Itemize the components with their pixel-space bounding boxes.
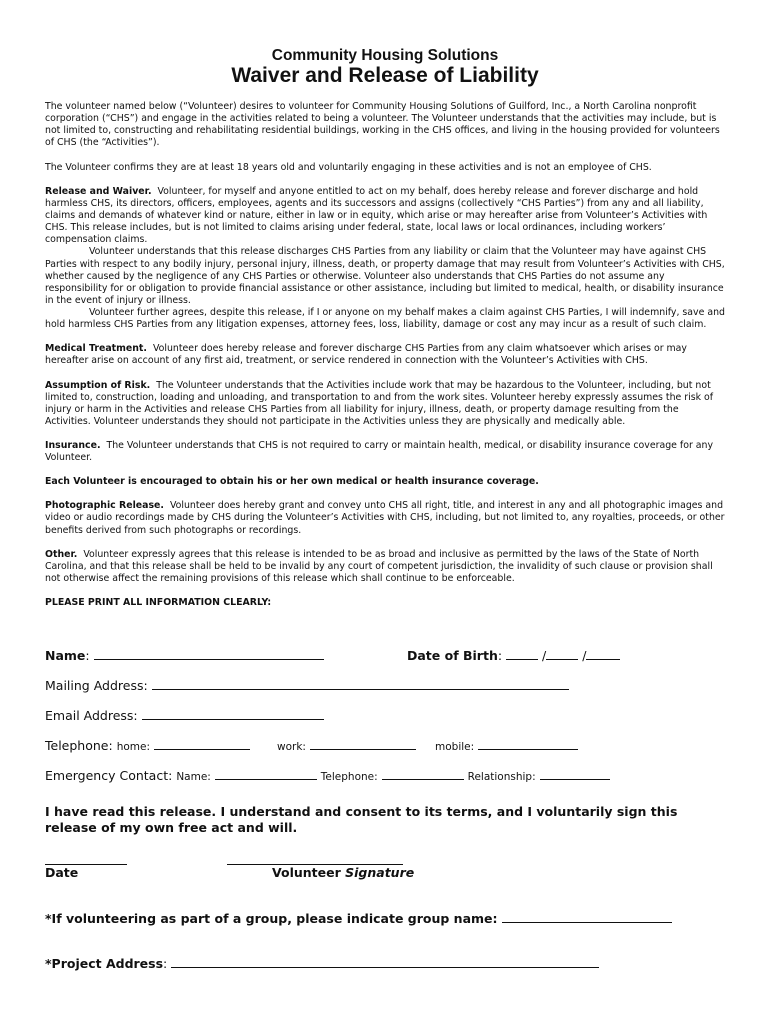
home-phone-field[interactable] xyxy=(154,737,250,750)
print-notice: PLEASE PRINT ALL INFORMATION CLEARLY: xyxy=(45,597,272,609)
mobile-label: mobile: xyxy=(435,741,475,753)
dob-label: Date of Birth xyxy=(407,648,498,663)
signature-label-signature: Signature xyxy=(345,865,415,880)
email-label: Email Address: xyxy=(45,708,138,723)
email-row xyxy=(45,707,324,723)
signature-label-volunteer: Volunteer xyxy=(272,865,341,880)
telephone-row xyxy=(45,737,250,753)
telephone-label: Telephone: xyxy=(45,738,113,753)
insurance-notice: Each Volunteer is encouraged to obtain his or her own medical or health insurance coverage. xyxy=(45,476,539,488)
ec-phone-label: Telephone: xyxy=(320,771,378,783)
intro-paragraph: The volunteer named below (“Volunteer) desires to volunteer for Community Housing Solutions of Guilford, Inc., a North Carolina nonprofit corporation (“CHS”) and engage in the activities related to being a volunteer. The Volunteer understands that the activities may include, but is not limited to, constructing and rehabilitating residential buildings, working in the CHS offices, and living in the housing provided for volunteers of CHS (the “Activities”). xyxy=(45,101,720,149)
insurance-section xyxy=(45,440,727,464)
other-heading: Other. xyxy=(45,548,78,560)
photo-heading: Photographic Release. xyxy=(45,500,164,512)
mailing-address-field[interactable] xyxy=(152,677,569,690)
photo-text: Volunteer does hereby grant and convey unto CHS all right, title, and interest in any and all photographic images and video or audio recordings made by CHS during the Volunteer’s Activities with CHS, including, but not limited to, any royalties, proceeds, or other benefits derived from such photographs or recordings. xyxy=(45,500,725,536)
home-label: home: xyxy=(116,741,150,753)
organization-name: Community Housing Solutions xyxy=(271,47,499,64)
dob-year-field[interactable] xyxy=(586,647,620,660)
insurance-text: The Volunteer understands that CHS is not required to carry or maintain health, medical, or disability insurance coverage for any Volunteer. xyxy=(45,440,714,464)
waiver-body xyxy=(45,101,727,621)
release-waiver-section xyxy=(45,186,727,332)
ec-name-label: Name: xyxy=(176,771,211,783)
medical-section xyxy=(45,343,727,367)
group-row xyxy=(45,910,672,926)
work-phone-field[interactable] xyxy=(310,737,416,750)
signature-label xyxy=(272,865,414,880)
insurance-heading: Insurance. xyxy=(45,440,101,452)
email-field[interactable] xyxy=(142,707,324,720)
release-text: Volunteer, for myself and anyone entitled to act on my behalf, does hereby release and forever discharge and hold harmless CHS, its directors, officers, employees, agents and its successors and assigns (collectively “CHS Parties”) from any and all liability, claims and demands of whatever kind or nature, either in law or in equity, which arise or may hereafter arise from Volunteer’s Activities with CHS. This release includes, but is not limited to claims arising under federal, state, local laws or local ordinances, including workers’ compensation claims. xyxy=(45,185,708,246)
age-confirmation-paragraph: The Volunteer confirms they are at least 18 years old and voluntarily engaging in these activities and is not an employee of CHS. xyxy=(45,161,652,173)
ec-phone-field[interactable] xyxy=(382,767,464,780)
release-heading: Release and Waiver. xyxy=(45,185,152,197)
release-text-3: Volunteer further agrees, despite this release, if I or anyone on my behalf makes a claim against CHS Parties, I will indemnify, save and hold harmless CHS Parties from any litigation expenses, attorney fees, loss, liability, damage or cost any may incur as a result of such claim. xyxy=(45,307,725,331)
project-address-field[interactable] xyxy=(171,955,599,968)
dob-day-field[interactable] xyxy=(546,647,578,660)
name-label: Name xyxy=(45,648,86,663)
dob-separator: / xyxy=(582,648,587,663)
consent-statement: I have read this release. I understand and consent to its terms, and I voluntarily sign this release of my own free act and will. xyxy=(45,804,678,835)
emergency-label: Emergency Contact: xyxy=(45,768,173,783)
group-name-field[interactable] xyxy=(502,910,672,923)
work-label: work: xyxy=(277,741,306,753)
release-text-2: Volunteer understands that this release discharges CHS Parties from any liability or claim that the Volunteer may have against CHS Parties with respect to any bodily injury, personal injury, illness, death, or property damage that may result from Volunteer’s Activities with CHS, whether caused by the negligence of any CHS Parties or otherwise. Volunteer also understands that CHS Parties do not assume any responsibility for or obligation to provide financial assistance or other assistance, including but limited to medical, health, or disability insurance in the event of injury or illness. xyxy=(45,246,725,306)
dob-row: Date of Birth: / / xyxy=(407,647,620,663)
name-row: Name: xyxy=(45,647,324,663)
medical-heading: Medical Treatment. xyxy=(45,343,147,355)
work-phone-group xyxy=(277,737,416,753)
risk-section xyxy=(45,380,727,429)
mailing-label: Mailing Address: xyxy=(45,678,148,693)
project-row: *Project Address: xyxy=(45,955,599,971)
ec-name-field[interactable] xyxy=(215,767,317,780)
ec-relationship-field[interactable] xyxy=(540,767,610,780)
dob-month-field[interactable] xyxy=(506,647,538,660)
date-label: Date xyxy=(45,865,79,880)
mobile-phone-field[interactable] xyxy=(478,737,578,750)
risk-heading: Assumption of Risk. xyxy=(45,379,151,391)
ec-relationship-label: Relationship: xyxy=(467,771,536,783)
mailing-row xyxy=(45,677,569,693)
dob-separator: / xyxy=(542,648,547,663)
other-section xyxy=(45,549,727,585)
medical-text: Volunteer does hereby release and forever discharge CHS Parties from any claim whatsoever which arises or may hereafter arise on account of any first aid, treatment, or service rendered in connection with the Volunteer’s Activities with CHS. xyxy=(45,343,687,367)
emergency-row xyxy=(45,767,610,783)
name-field[interactable] xyxy=(94,647,324,660)
project-label: *Project Address xyxy=(45,956,164,971)
other-text: Volunteer expressly agrees that this release is intended to be as broad and inclusive as permitted by the laws of the State of North Carolina, and that this release shall be held to be invalid by any court of competent jurisdiction, the invalidity of such clause or provision shall not otherwise affect the remaining provisions of this release which shall continue to be enforceable. xyxy=(45,548,713,584)
risk-text: The Volunteer understands that the Activities include work that may be hazardous to the Volunteer, including, but not limited to, construction, loading and unloading, and transportation to and from the work sites. Volunteer hereby expressly assumes the risk of injury or harm in the Activities and release CHS Parties from all liability for injury, illness, death, or property damage resulting from the Activities. Volunteer understands they should not participate in the Activities unless they are physically and medically able. xyxy=(45,379,714,427)
photo-section xyxy=(45,500,727,536)
document-title: Waiver and Release of Liability xyxy=(231,64,539,87)
group-label: *If volunteering as part of a group, please indicate group name: xyxy=(45,911,498,926)
mobile-phone-group xyxy=(435,737,578,753)
